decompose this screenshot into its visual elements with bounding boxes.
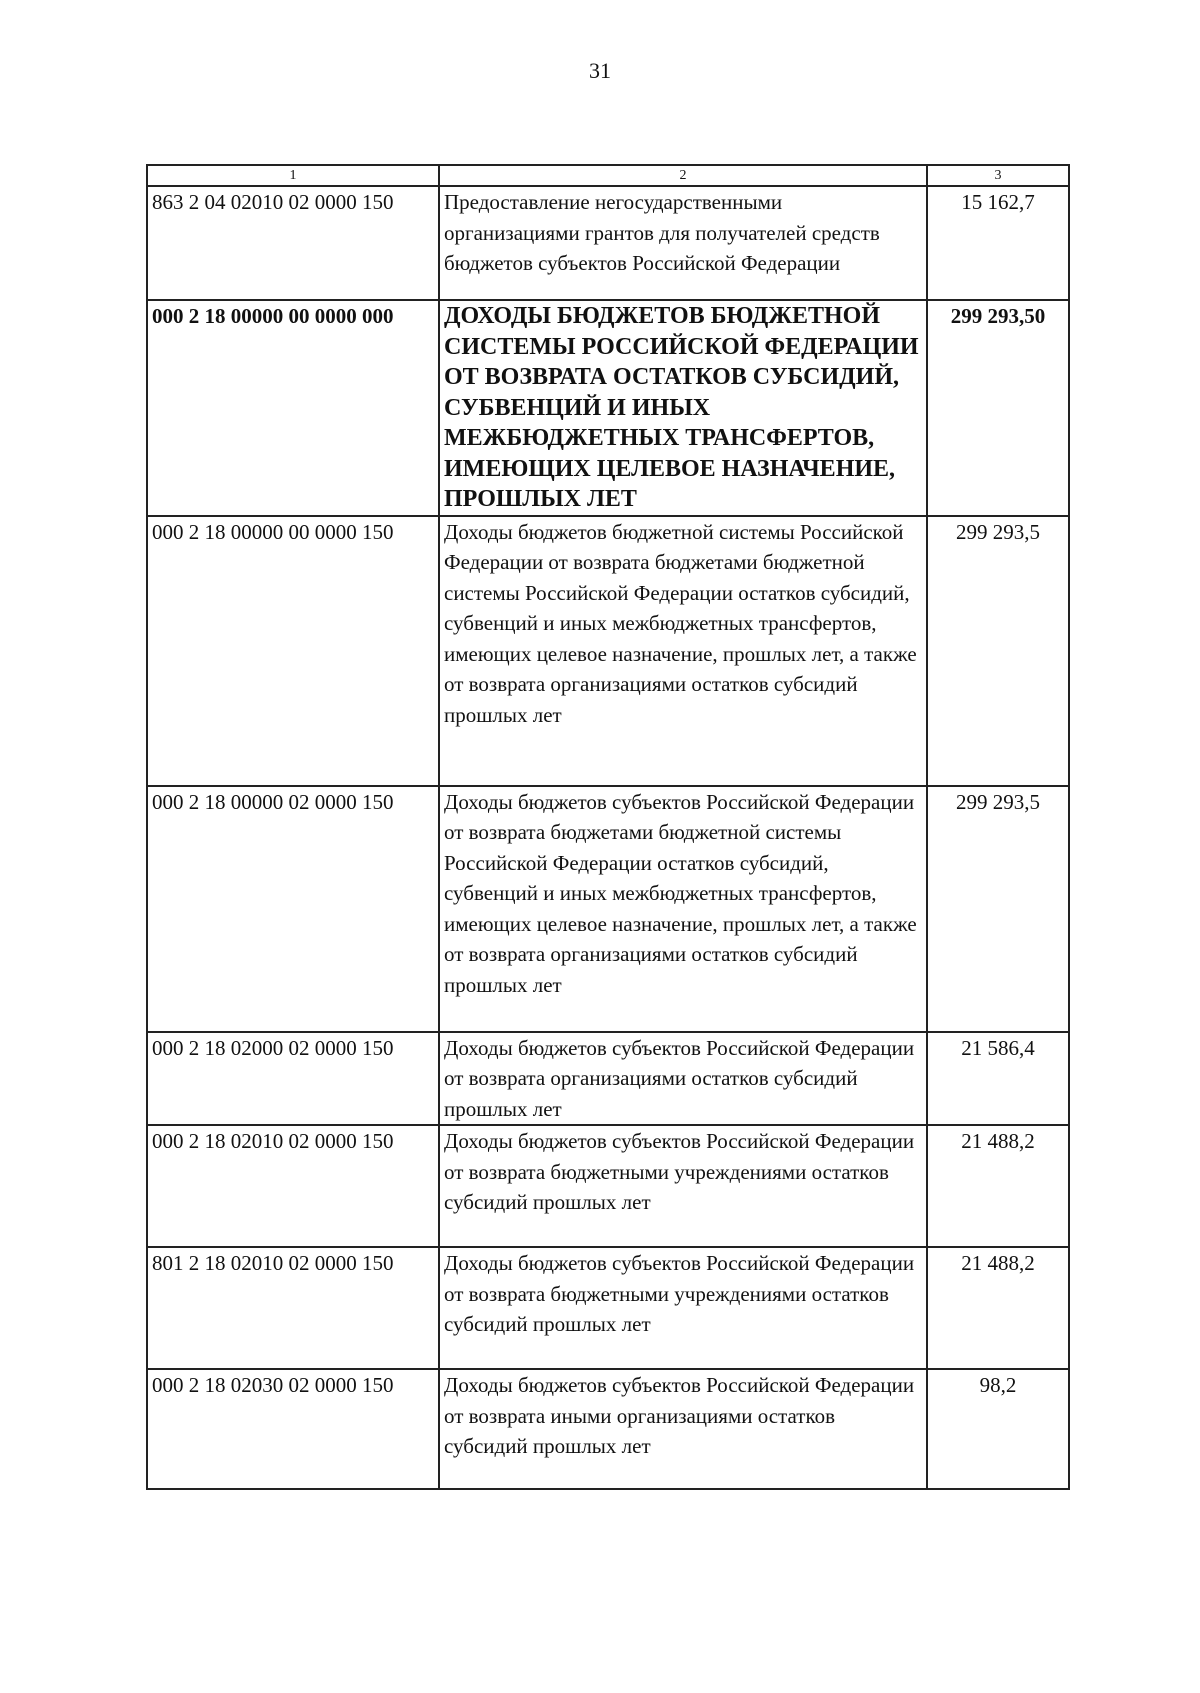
table-row	[147, 1125, 1069, 1247]
table-row	[147, 516, 1069, 786]
table-row	[147, 1369, 1069, 1489]
row-amount: 21 488,2	[927, 1247, 1069, 1369]
budget-table	[146, 164, 1070, 1490]
row-description: Доходы бюджетов субъектов Российской Федерации от возврата иными организациями остатков субсидий прошлых лет	[439, 1369, 927, 1489]
row-description: Доходы бюджетов субъектов Российской Федерации от возврата бюджетами бюджетной системы Российской Федерации остатков субсидий, субвенций и иных межбюджетных трансфертов, имеющих целевое назначение, прошлых лет, а также от возврата организациями остатков субсидий прошлых лет	[439, 786, 927, 1032]
row-code: 000 2 18 02030 02 0000 150	[147, 1369, 439, 1489]
row-code: 863 2 04 02010 02 0000 150	[147, 186, 439, 300]
row-amount: 299 293,5	[927, 516, 1069, 786]
table-header	[147, 165, 1069, 186]
row-description: Доходы бюджетов субъектов Российской Федерации от возврата организациями остатков субсидий прошлых лет	[439, 1032, 927, 1126]
header-col-3: 3	[927, 165, 1069, 186]
row-description: Доходы бюджетов субъектов Российской Федерации от возврата бюджетными учреждениями остатков субсидий прошлых лет	[439, 1247, 927, 1369]
row-amount: 15 162,7	[927, 186, 1069, 300]
row-code: 000 2 18 02010 02 0000 150	[147, 1125, 439, 1247]
row-description: ДОХОДЫ БЮДЖЕТОВ БЮДЖЕТНОЙ СИСТЕМЫ РОССИЙСКОЙ ФЕДЕРАЦИИ ОТ ВОЗВРАТА ОСТАТКОВ СУБСИДИЙ, СУБВЕНЦИЙ И ИНЫХ МЕЖБЮДЖЕТНЫХ ТРАНСФЕРТОВ, ИМЕЮЩИХ ЦЕЛЕВОЕ НАЗНАЧЕНИЕ, ПРОШЛЫХ ЛЕТ	[439, 300, 927, 516]
row-amount: 21 586,4	[927, 1032, 1069, 1126]
row-amount: 21 488,2	[927, 1125, 1069, 1247]
header-col-1: 1	[147, 165, 439, 186]
row-description: Доходы бюджетов бюджетной системы Российской Федерации от возврата бюджетами бюджетной системы Российской Федерации остатков субсидий, субвенций и иных межбюджетных трансфертов, имеющих целевое назначение, прошлых лет, а также от возврата организациями остатков субсидий прошлых лет	[439, 516, 927, 786]
table-row	[147, 1247, 1069, 1369]
table-row	[147, 1032, 1069, 1126]
header-col-2: 2	[439, 165, 927, 186]
row-code: 000 2 18 00000 02 0000 150	[147, 786, 439, 1032]
page-number: 31	[589, 58, 611, 83]
table-row	[147, 300, 1069, 516]
row-amount: 299 293,5	[927, 786, 1069, 1032]
row-code: 801 2 18 02010 02 0000 150	[147, 1247, 439, 1369]
table-row	[147, 186, 1069, 300]
row-code: 000 2 18 00000 00 0000 000	[147, 300, 439, 516]
row-amount: 98,2	[927, 1369, 1069, 1489]
row-amount: 299 293,50	[927, 300, 1069, 516]
row-code: 000 2 18 00000 00 0000 150	[147, 516, 439, 786]
header-row	[147, 165, 1069, 186]
table-body	[147, 186, 1069, 1489]
row-description: Предоставление негосударственными организациями грантов для получателей средств бюджетов субъектов Российской Федерации	[439, 186, 927, 300]
row-description: Доходы бюджетов субъектов Российской Федерации от возврата бюджетными учреждениями остатков субсидий прошлых лет	[439, 1125, 927, 1247]
row-code: 000 2 18 02000 02 0000 150	[147, 1032, 439, 1126]
table-row	[147, 786, 1069, 1032]
